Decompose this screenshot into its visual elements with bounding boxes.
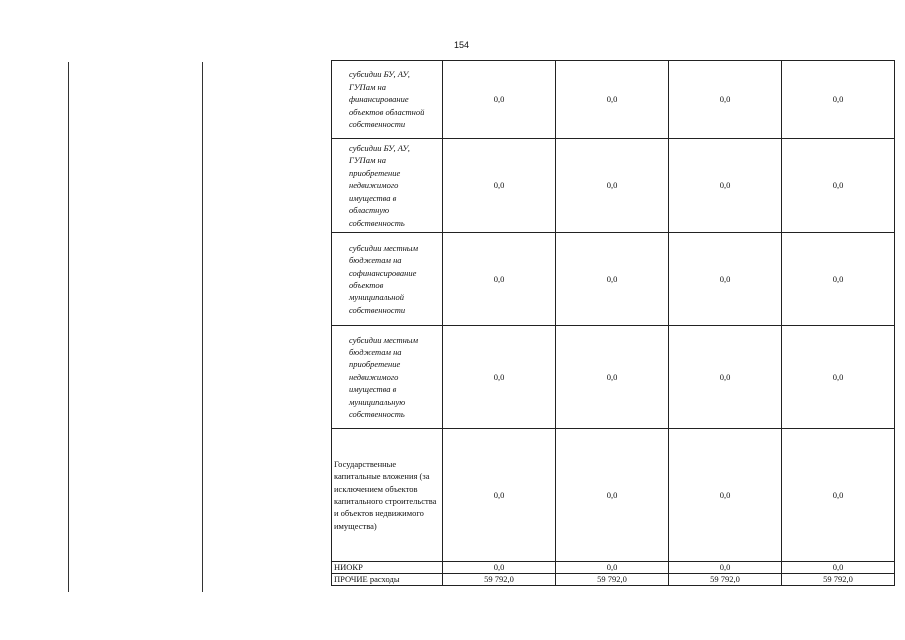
value-cell: 0,0 [782, 139, 895, 233]
row-label: субсидии БУ, АУ, ГУПам на финансирование объектов областной собственности [349, 69, 425, 130]
value-cell: 0,0 [556, 326, 669, 429]
row-label: субсидии БУ, АУ, ГУПам на приобретение недвижимого имущества в областную собственность [349, 143, 410, 228]
table-row [332, 574, 895, 586]
row-label: субсидии местным бюджетам на приобретение недвижимого имущества в муниципальную собственность [349, 334, 418, 420]
table-row [332, 233, 895, 326]
row-label: НИОКР [334, 562, 363, 572]
value-cell: 0,0 [443, 429, 556, 562]
value-cell: 0,0 [556, 233, 669, 326]
value-cell: 0,0 [556, 139, 669, 233]
row-label-cell [332, 61, 443, 139]
row-label-cell [332, 429, 443, 562]
value-cell: 59 792,0 [782, 574, 895, 586]
row-label-cell [332, 139, 443, 233]
row-label-cell [332, 574, 443, 586]
value-cell: 0,0 [443, 61, 556, 139]
value-cell: 0,0 [782, 233, 895, 326]
value-cell: 59 792,0 [669, 574, 782, 586]
table-row [332, 326, 895, 429]
value-cell: 0,0 [669, 326, 782, 429]
value-cell: 0,0 [443, 233, 556, 326]
value-cell: 0,0 [669, 233, 782, 326]
row-label-cell [332, 562, 443, 574]
row-label-cell [332, 326, 443, 429]
budget-table [331, 60, 895, 586]
value-cell: 0,0 [782, 429, 895, 562]
value-cell: 0,0 [556, 562, 669, 574]
table-row [332, 61, 895, 139]
left-column-border [68, 62, 69, 592]
value-cell: 0,0 [669, 61, 782, 139]
left-column-border [202, 62, 203, 592]
value-cell: 0,0 [669, 139, 782, 233]
value-cell: 0,0 [669, 429, 782, 562]
value-cell: 59 792,0 [443, 574, 556, 586]
value-cell: 0,0 [782, 562, 895, 574]
value-cell: 0,0 [443, 562, 556, 574]
row-label: ПРОЧИЕ расходы [334, 574, 400, 584]
row-label: субсидии местным бюджетам на софинансирование объектов муниципальной собственности [349, 242, 418, 315]
table-row [332, 562, 895, 574]
value-cell: 0,0 [443, 139, 556, 233]
table-row [332, 139, 895, 233]
value-cell: 0,0 [556, 61, 669, 139]
value-cell: 0,0 [443, 326, 556, 429]
row-label-cell [332, 233, 443, 326]
value-cell: 0,0 [782, 326, 895, 429]
value-cell: 0,0 [556, 429, 669, 562]
table-row [332, 429, 895, 562]
value-cell: 0,0 [669, 562, 782, 574]
row-label: Государственные капитальные вложения (за исключением объектов капитального строительства и объектов недвижимого имущества) [334, 458, 437, 531]
value-cell: 59 792,0 [556, 574, 669, 586]
value-cell: 0,0 [782, 61, 895, 139]
page-number: 154 [454, 40, 470, 50]
